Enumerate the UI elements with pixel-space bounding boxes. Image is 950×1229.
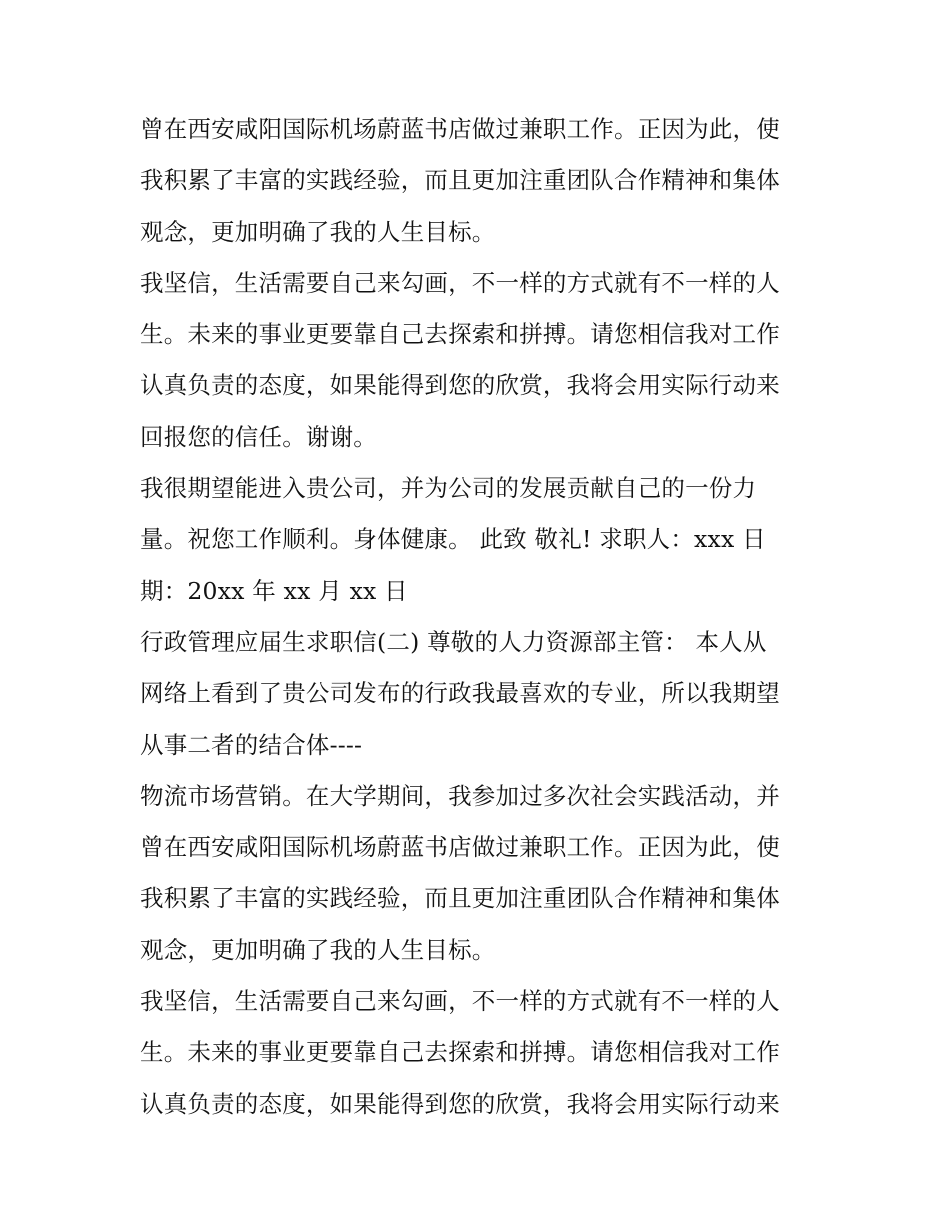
text-line: 认真负责的态度，如果能得到您的欣赏，我将会用实际行动来	[140, 371, 780, 400]
text-line: 网络上看到了贵公司发布的行政我最喜欢的专业，所以我期望	[140, 679, 780, 708]
text-line: 期：20xx 年 xx 月 xx 日	[140, 576, 408, 605]
text-line: 我很期望能进入贵公司，并为公司的发展贡献自己的一份力	[140, 474, 757, 503]
text-line: 生。未来的事业更要靠自己去探索和拼搏。请您相信我对工作	[140, 1038, 780, 1067]
text-line: 行政管理应届生求职信(二) 尊敬的人力资源部主管： 本人从	[140, 627, 767, 656]
text-line: 我坚信，生活需要自己来勾画，不一样的方式就有不一样的人	[140, 987, 780, 1016]
text-line: 曾在西安咸阳国际机场蔚蓝书店做过兼职工作。正因为此，使	[140, 115, 780, 143]
text-line: 认真负责的态度，如果能得到您的欣赏，我将会用实际行动来	[140, 1089, 780, 1118]
text-line: 观念，更加明确了我的人生目标。	[140, 935, 496, 964]
text-line: 物流市场营销。在大学期间，我参加过多次社会实践活动，并	[140, 781, 780, 810]
text-line: 回报您的信任。谢谢。	[140, 422, 377, 451]
text-line: 曾在西安咸阳国际机场蔚蓝书店做过兼职工作。正因为此，使	[140, 833, 780, 862]
text-line: 生。未来的事业更要靠自己去探索和拼搏。请您相信我对工作	[140, 320, 780, 349]
body-text	[140, 104, 820, 1130]
text-line: 从事二者的结合体----	[140, 730, 363, 759]
text-line: 我积累了丰富的实践经验，而且更加注重团队合作精神和集体	[140, 166, 780, 195]
text-line: 观念，更加明确了我的人生目标。	[140, 217, 496, 246]
text-line: 我坚信，生活需要自己来勾画，不一样的方式就有不一样的人	[140, 268, 780, 297]
text-line: 我积累了丰富的实践经验，而且更加注重团队合作精神和集体	[140, 884, 780, 913]
text-line: 量。祝您工作顺利。身体健康。 此致 敬礼! 求职人：xxx 日	[140, 525, 766, 554]
